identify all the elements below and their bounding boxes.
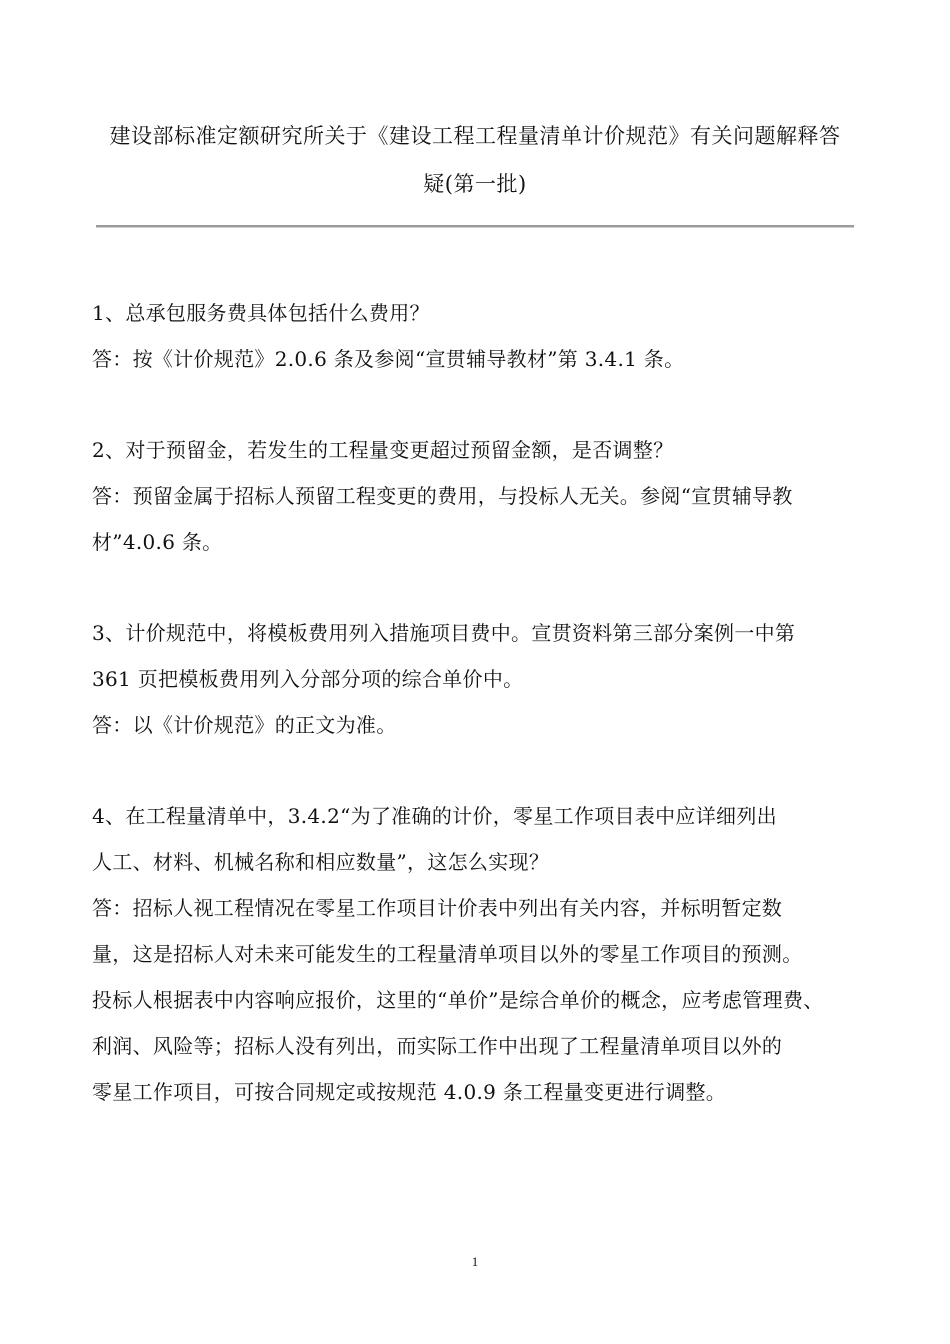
- qa-content: [92, 290, 858, 1160]
- qa-item-2: [92, 427, 858, 565]
- answer-2-line-1: 答：预留金属于招标人预留工程变更的费用，与投标人无关。参阅“宣贯辅导教: [92, 484, 793, 508]
- question-1-line-1: 1、总承包服务费具体包括什么费用？: [92, 301, 430, 325]
- answer-1-line-1: 答：按《计价规范》2.0.6 条及参阅“宣贯辅导教材”第 3.4.1 条。: [92, 347, 685, 371]
- answer-4-line-5: 零星工作项目，可按合同规定或按规范 4.0.9 条工程量变更进行调整。: [92, 1080, 727, 1104]
- answer-4-line-1: 答：招标人视工程情况在零星工作项目计价表中列出有关内容，并标明暂定数: [92, 896, 783, 920]
- question-3-line-1: 3、计价规范中，将模板费用列入措施项目费中。宣贯资料第三部分案例一中第: [92, 621, 796, 645]
- document-title: [92, 112, 858, 208]
- qa-item-3: [92, 610, 858, 748]
- question-4-line-2: 人工、材料、机械名称和相应数量”，这怎么实现？: [92, 850, 550, 874]
- question-3-line-2: 361 页把模板费用列入分部分项的综合单价中。: [92, 667, 524, 691]
- qa-item-4: [92, 793, 858, 1115]
- question-2-line-1: 2、对于预留金，若发生的工程量变更超过预留金额，是否调整？: [92, 438, 674, 462]
- title-line-2: 疑(第一批): [423, 172, 527, 196]
- answer-4-line-2: 量，这是招标人对未来可能发生的工程量清单项目以外的零星工作项目的预测。: [92, 942, 803, 966]
- qa-item-1: [92, 290, 858, 382]
- answer-4-line-4: 利润、风险等；招标人没有列出，而实际工作中出现了工程量清单项目以外的: [92, 1034, 783, 1058]
- answer-4-line-3: 投标人根据表中内容响应报价，这里的“单价”是综合单价的概念，应考虑管理费、: [92, 988, 824, 1012]
- page-number: 1: [471, 1254, 479, 1269]
- answer-2-line-2: 材”4.0.6 条。: [92, 530, 223, 554]
- answer-3-line-1: 答：以《计价规范》的正文为准。: [92, 713, 397, 737]
- title-divider: [96, 225, 854, 228]
- question-4-line-1: 4、在工程量清单中，3.4.2“为了准确的计价，零星工作项目表中应详细列出: [92, 804, 777, 828]
- title-line-1: 建设部标准定额研究所关于《建设工程工程量清单计价规范》有关问题解释答: [109, 124, 841, 148]
